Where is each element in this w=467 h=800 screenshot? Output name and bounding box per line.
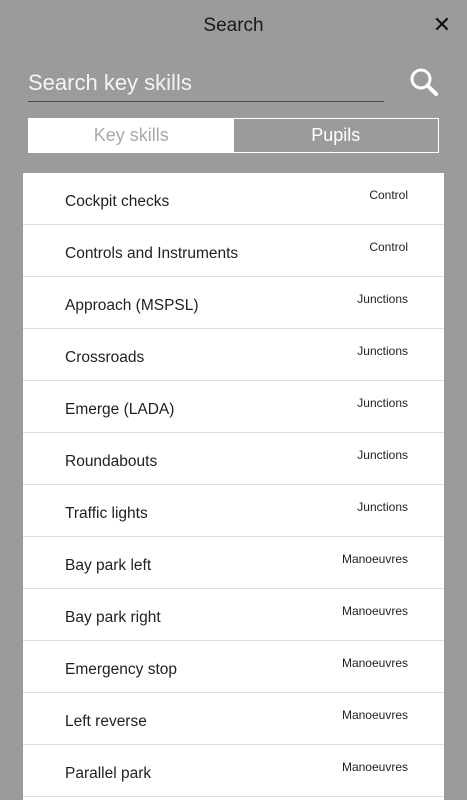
skill-category: Junctions [357,396,408,410]
tab-key-skills[interactable]: Key skills [29,119,234,152]
skill-category: Junctions [357,344,408,358]
skill-name: Parallel park [65,765,152,782]
skill-name: Traffic lights [65,505,148,522]
skill-category: Junctions [357,448,408,462]
skill-name: Bay park left [65,557,152,574]
list-item[interactable] [23,225,444,277]
skill-category: Junctions [357,500,408,514]
search-icon[interactable] [408,66,440,98]
list-item[interactable] [23,329,444,381]
tab-pupils[interactable]: Pupils [234,119,439,152]
skill-name: Left reverse [65,713,147,730]
list-item[interactable] [23,745,444,797]
list-item[interactable] [23,693,444,745]
search-bar [28,64,440,104]
skills-list [23,173,444,800]
list-item[interactable] [23,641,444,693]
skill-name: Crossroads [65,349,145,366]
skill-category: Manoeuvres [341,760,408,774]
skill-name: Emerge (LADA) [65,401,175,418]
skill-category: Control [369,188,408,202]
skill-name: Bay park right [65,609,161,626]
skill-name: Controls and Instruments [65,245,239,262]
list-item[interactable] [23,537,444,589]
list-item[interactable] [23,173,444,225]
skill-name: Approach (MSPSL) [65,297,199,314]
header [0,0,467,52]
list-item[interactable] [23,589,444,641]
close-icon[interactable]: ✕ [432,12,452,37]
skill-category: Manoeuvres [341,604,408,618]
tab-bar [28,118,439,153]
list-item[interactable] [23,381,444,433]
skill-category: Manoeuvres [341,708,408,722]
skill-category: Manoeuvres [341,552,408,566]
list-item[interactable] [23,433,444,485]
list-item[interactable] [23,277,444,329]
page-title: Search [203,15,264,36]
list-item[interactable] [23,485,444,537]
skill-category: Junctions [357,292,408,306]
skill-name: Cockpit checks [65,193,170,210]
skill-category: Manoeuvres [341,656,408,670]
skill-name: Roundabouts [65,453,158,470]
skill-name: Emergency stop [65,661,177,678]
skill-category: Control [369,240,408,254]
search-input[interactable] [28,64,384,102]
